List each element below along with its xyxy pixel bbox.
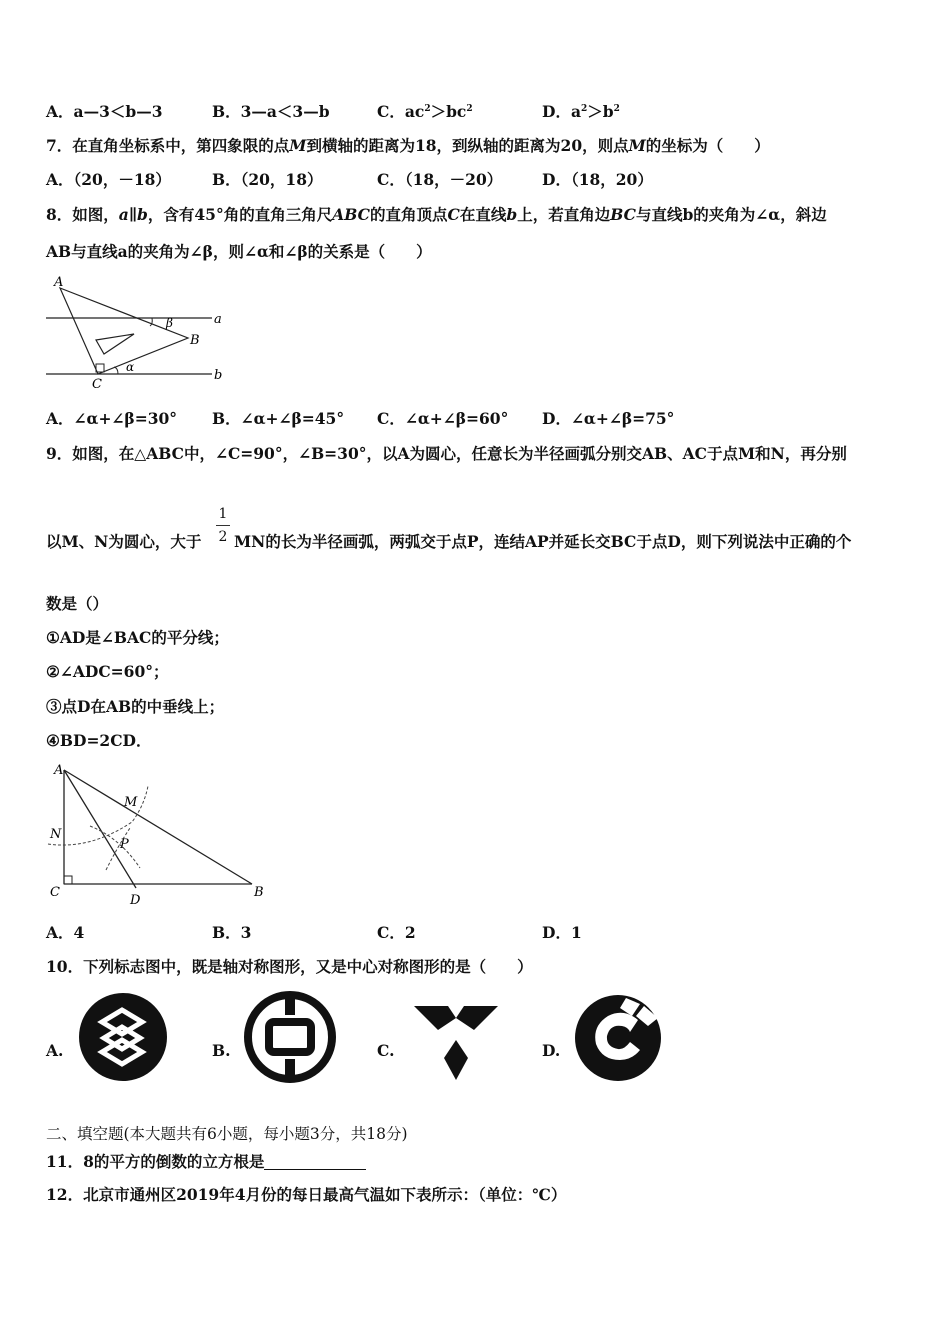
line-ad [64,770,136,888]
q10-option-c-label: C. [377,1041,395,1060]
q11-question: 11．8的平方的倒数的立方根是 [46,1152,366,1172]
label-C: C [92,377,102,392]
q9-option-c: C．2 [377,923,416,942]
label-B: B [190,333,200,348]
q9-option-d: D．1 [542,923,582,942]
inner-triangle [96,334,134,354]
q6-option-c: C．$ac^2>bc^2$ [377,102,473,121]
label-M: M [124,795,138,810]
mitsubishi-like-logo [412,1000,500,1084]
construction-bank-logo [574,994,662,1082]
q7-option-a: A．（20，－18） [46,170,171,189]
label-P: P [120,837,129,852]
q9-statement-1: ①AD是∠BAC的平分线； [46,628,229,647]
label-A: A [54,763,64,778]
triangle-abc [60,288,188,374]
alpha-arc [114,367,118,374]
label-alpha: α [126,360,135,374]
q7-option-d: D．（18，20） [542,170,653,189]
q6-option-b: B．3—a＜3—b [212,102,330,121]
q8-option-d: D．∠α+∠β=75° [542,409,675,428]
q8-figure [40,272,240,392]
q10-option-b-label: B. [212,1041,231,1060]
label-beta: β [166,316,173,330]
q10-option-d-label: D. [542,1041,561,1060]
q8-option-a: A．∠α+∠β=30° [46,409,178,428]
q8-question-line2: AB与直线a的夹角为∠β，则∠α和∠β的关系是（ ） [46,242,432,261]
q9-statement-2: ②∠ADC=60°； [46,662,169,681]
q9-statement-4: ④BD=2CD． [46,731,152,750]
china-mobile-logo [78,992,168,1082]
q9-option-b: B．3 [212,923,252,942]
q8-question-line1: 8．如图，a∥b，含有45°角的直角三角尺ABC的直角顶点C在直线b上，若直角边BC与直线b的夹角为∠α，斜边 [46,205,827,224]
q8-option-c: C．∠α+∠β=60° [377,409,509,428]
q9-statement-3: ③点D在AB的中垂线上； [46,697,225,716]
arc-from-m [90,826,140,868]
label-b: b [214,368,223,383]
q10-option-a-label: A. [46,1041,64,1060]
right-angle-mark [64,876,72,884]
q7-option-b: B．（20，18） [212,170,323,189]
label-a: a [214,312,222,327]
q6-option-d: D．$a^2>b^2$ [542,102,620,121]
beta-arc [150,318,152,326]
q12-question: 12．北京市通州区2019年4月份的每日最高气温如下表所示：（单位：℃） [46,1185,567,1204]
q7-option-c: C．（18，－20） [377,170,503,189]
q8-option-b: B．∠α+∠β=45° [212,409,345,428]
q9-option-a: A．4 [46,923,85,942]
label-N: N [50,827,62,842]
bank-of-china-logo [245,992,335,1082]
section2-header: 二、填空题(本大题共有6小题，每小题3分，共18分) [46,1125,408,1143]
label-C: C [50,885,60,900]
q9-question-line2-after: MN的长为半径画弧，两弧交于点P，连结AP并延长交BC于点D，则下列说法中正确的个 [234,532,852,551]
q6-option-a: A．a—3＜b—3 [46,102,163,121]
label-D: D [130,893,141,908]
label-A: A [54,275,64,290]
label-B: B [254,885,264,900]
q9-question-line1: 9．如图，在△ABC中，∠C=90°，∠B=30°，以A为圆心，任意长为半径画弧分别交AB、AC于点M和N，再分别 [46,444,847,463]
q9-figure [40,758,280,908]
q10-question: 10．下列标志图中，既是轴对称图形，又是中心对称图形的是（ ） [46,957,533,976]
fraction-one-half: 1 2 [216,506,230,545]
q7-question: 7．在直角坐标系中，第四象限的点M到横轴的距离为18，到纵轴的距离为20，则点M的坐标为（ ） [46,136,770,155]
q11-answer-blank[interactable] [264,1155,366,1170]
q9-question-line3: 数是（） [46,594,109,613]
q9-question-line2-before: 以M、N为圆心，大于 [46,532,202,551]
